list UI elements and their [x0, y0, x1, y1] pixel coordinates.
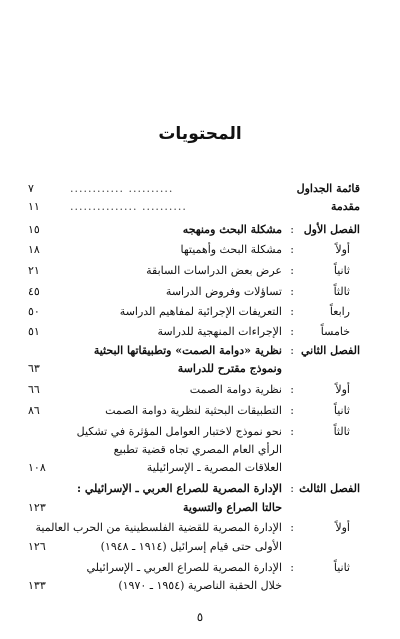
toc-separator: :: [290, 561, 294, 574]
toc-leader-dots: .......... ...............: [70, 200, 187, 213]
toc-entry-title: نظرية دوامة الصمت: [189, 383, 282, 396]
toc-section-marker: ثانياً: [333, 264, 350, 277]
toc-entry-title: الأولى حتى قيام إسرائيل (١٩١٤ ـ ١٩٤٨): [100, 540, 282, 553]
toc-page-number: ١٢٦: [28, 540, 46, 553]
toc-section-marker: أولاً: [335, 383, 350, 396]
toc-separator: :: [290, 404, 294, 417]
toc-page-number: ١٠٨: [28, 461, 46, 474]
toc-row: [0, 480, 400, 498]
toc-separator: :: [290, 243, 294, 256]
toc-entry-title: العلاقات المصرية ـ الإسرائيلية: [146, 461, 282, 474]
toc-row: [0, 441, 400, 459]
toc-page-number: ٥١: [28, 325, 40, 338]
toc-row: [0, 577, 400, 595]
toc-chapter: مقدمة: [330, 200, 360, 213]
toc-entry-title: الرأي العام المصري تجاه قضية تطبيع: [113, 443, 282, 456]
toc-page-number: ٦٣: [28, 362, 40, 375]
toc-row: [0, 360, 400, 378]
toc-entry-title: عرض بعض الدراسات السابقة: [146, 264, 282, 277]
toc-section-marker: ثالثاً: [333, 285, 350, 298]
toc-section-marker: أولاً: [335, 243, 350, 256]
toc-page-number: ١٨: [28, 243, 40, 256]
toc-entry-title: حالتا الصراع والتسوية: [183, 501, 282, 514]
toc-entry-title: ونموذج مقترح للدراسة: [177, 362, 282, 375]
toc-chapter: الفصل الأول: [303, 223, 360, 236]
toc-entry-title: مشكلة البحث وأهميتها: [180, 243, 282, 256]
toc-row: [0, 323, 400, 341]
toc-row: [0, 342, 400, 360]
toc-chapter: الفصل الثالث: [299, 482, 360, 495]
toc-entry-title: الإدارة المصرية للصراع العربي ـ الإسرائيلي :: [76, 482, 282, 495]
toc-entry-title: التعريفات الإجرائية لمفاهيم الدراسة: [119, 305, 282, 318]
toc-row: [0, 180, 400, 198]
toc-separator: :: [290, 383, 294, 396]
toc-separator: :: [290, 521, 294, 534]
toc-section-marker: أولاً: [335, 521, 350, 534]
toc-page-number: ٨٦: [28, 404, 40, 417]
toc-row: [0, 262, 400, 280]
toc-row: [0, 402, 400, 420]
toc-page-number: ١١: [28, 200, 40, 213]
toc-row: [0, 221, 400, 239]
toc-page-number: ٦٦: [28, 383, 40, 396]
toc-row: [0, 499, 400, 517]
toc-chapter: الفصل الثاني: [301, 344, 360, 357]
toc-section-marker: ثالثاً: [333, 425, 350, 438]
toc-entry-title: الإدارة المصرية للقضية الفلسطينية من الحرب العالمية: [35, 521, 282, 534]
toc-entry-title: الإدارة المصرية للصراع العربي ـ الإسرائيلي: [86, 561, 282, 574]
toc-row: [0, 519, 400, 537]
toc-section-marker: ثانياً: [333, 404, 350, 417]
toc-row: [0, 559, 400, 577]
toc-page-number: ٤٥: [28, 285, 40, 298]
contents-heading: المحتويات: [158, 124, 242, 144]
toc-section-marker: خامساً: [320, 325, 350, 338]
toc-entry-title: نظرية «دوامة الصمت» وتطبيقاتها البحثية: [93, 344, 282, 357]
toc-entry-title: نحو نموذج لاختبار العوامل المؤثرة في تشكيل: [76, 425, 282, 438]
toc-separator: :: [290, 223, 294, 236]
toc-entry-title: مشكلة البحث ومنهجه: [182, 223, 282, 236]
toc-separator: :: [290, 425, 294, 438]
toc-chapter: قائمة الجداول: [296, 182, 360, 195]
toc-separator: :: [290, 264, 294, 277]
toc-row: [0, 381, 400, 399]
toc-page-number: ٧: [28, 182, 34, 195]
toc-entry-title: الإجراءات المنهجية للدراسة: [157, 325, 282, 338]
toc-row: [0, 538, 400, 556]
toc-page-number: ٥٠: [28, 305, 40, 318]
toc-section-marker: ثانياً: [333, 561, 350, 574]
toc-entry-title: التطبيقات البحثية لنظرية دوامة الصمت: [105, 404, 282, 417]
toc-entry-title: تساؤلات وفروض الدراسة: [165, 285, 282, 298]
toc-page-number: ١٣٣: [28, 579, 46, 592]
toc-separator: :: [290, 325, 294, 338]
toc-entry-title: خلال الحقبة الناصرية (١٩٥٤ ـ ١٩٧٠): [118, 579, 282, 592]
toc-separator: :: [290, 482, 294, 495]
toc-page-number: ١٥: [28, 223, 40, 236]
toc-separator: :: [290, 344, 294, 357]
toc-separator: :: [290, 285, 294, 298]
toc-row: [0, 283, 400, 301]
toc-row: [0, 423, 400, 441]
toc-row: [0, 198, 400, 216]
toc-page-number: ٢١: [28, 264, 40, 277]
toc-section-marker: رابعاً: [329, 305, 350, 318]
toc-leader-dots: .......... ............: [70, 182, 174, 195]
toc-row: [0, 303, 400, 321]
toc-page-number: ١٢٣: [28, 501, 46, 514]
toc-row: [0, 241, 400, 259]
page-number: ٥: [196, 610, 204, 624]
toc-separator: :: [290, 305, 294, 318]
toc-row: [0, 459, 400, 477]
